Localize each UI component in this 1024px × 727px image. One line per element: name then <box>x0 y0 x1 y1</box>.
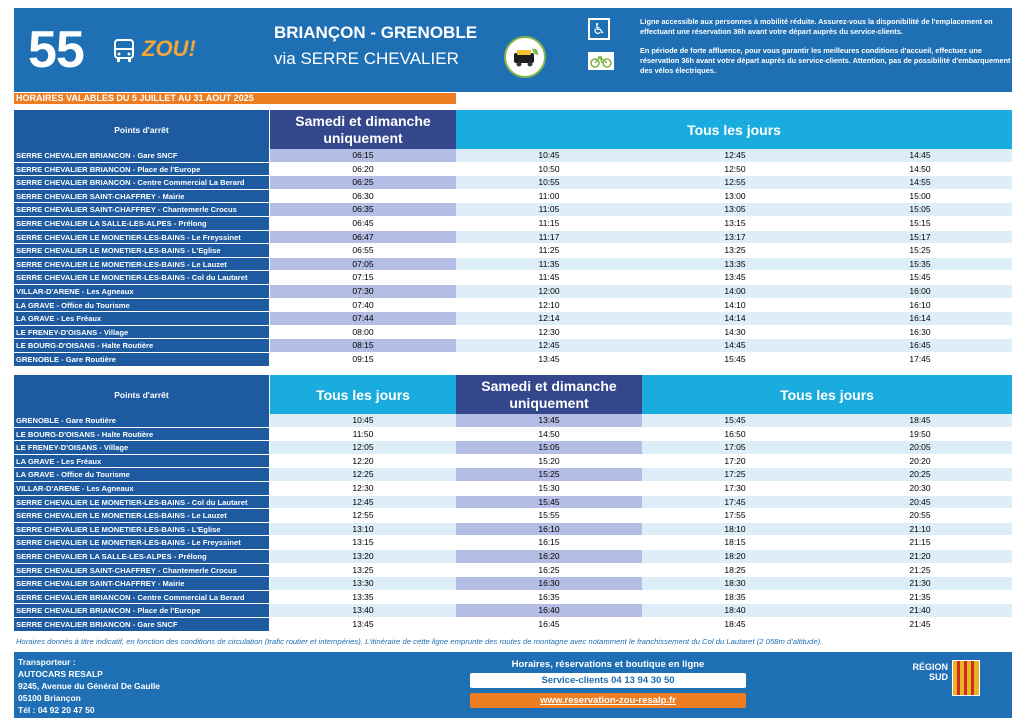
time-cell: 06:30 <box>270 190 456 204</box>
table-row <box>14 577 1012 591</box>
stop-name: SERRE CHEVALIER BRIANCON - Centre Commercial La Berard <box>14 176 269 190</box>
time-cell: 12:30 <box>270 482 456 496</box>
time-cell: 10:45 <box>270 414 456 428</box>
time-cell: 12:55 <box>270 509 456 523</box>
time-cell: 08:00 <box>270 326 456 340</box>
time-cell: 17:25 <box>642 468 828 482</box>
region-flag-icon <box>952 660 980 696</box>
time-cell: 15:45 <box>456 496 642 510</box>
table-row <box>14 244 1012 258</box>
time-cell: 14:00 <box>642 285 828 299</box>
time-cell: 13:00 <box>642 190 828 204</box>
time-cell: 14:50 <box>456 428 642 442</box>
carrier-phone: Tél : 04 92 20 47 50 <box>18 705 95 715</box>
table-row <box>14 509 1012 523</box>
time-cell: 15:00 <box>828 190 1012 204</box>
time-cell: 14:50 <box>828 163 1012 177</box>
time-cell: 11:15 <box>456 217 642 231</box>
table-row <box>14 285 1012 299</box>
time-cell: 15:55 <box>456 509 642 523</box>
table-row <box>14 163 1012 177</box>
time-cell: 12:00 <box>456 285 642 299</box>
time-cell: 20:55 <box>828 509 1012 523</box>
stop-name: GRENOBLE - Gare Routière <box>14 414 269 428</box>
time-cell: 15:30 <box>456 482 642 496</box>
time-cell: 13:15 <box>642 217 828 231</box>
stop-name: VILLAR-D'ARENE - Les Agneaux <box>14 285 269 299</box>
time-cell: 17:30 <box>642 482 828 496</box>
time-cell: 12:14 <box>456 312 642 326</box>
wheelchair-icon: ♿ <box>588 18 610 40</box>
stop-name: GRENOBLE - Gare Routière <box>14 353 269 367</box>
time-cell: 18:35 <box>642 591 828 605</box>
table-body <box>14 414 1012 632</box>
time-cell: 16:50 <box>642 428 828 442</box>
header-banner <box>14 8 1012 92</box>
time-cell: 18:30 <box>642 577 828 591</box>
carrier-name: AUTOCARS RESALP <box>18 669 103 679</box>
route-title: BRIANÇON - GRENOBLE <box>274 23 478 42</box>
time-cell: 12:20 <box>270 455 456 469</box>
carrier-address: 9245, Avenue du Général De Gaulle <box>18 681 161 691</box>
time-cell: 20:30 <box>828 482 1012 496</box>
stop-name: SERRE CHEVALIER SAINT-CHAFFREY - Mairie <box>14 190 269 204</box>
time-cell: 15:35 <box>828 258 1012 272</box>
table-row <box>14 299 1012 313</box>
bicycle-icon <box>588 52 614 70</box>
time-cell: 10:45 <box>456 149 642 163</box>
time-cell: 06:55 <box>270 244 456 258</box>
time-cell: 16:25 <box>456 564 642 578</box>
time-cell: 21:10 <box>828 523 1012 537</box>
time-cell: 13:25 <box>270 564 456 578</box>
stop-name: LE FRENEY-D'OISANS - Village <box>14 326 269 340</box>
time-cell: 16:15 <box>456 536 642 550</box>
region-logo-text <box>894 662 948 682</box>
region-logo-line1: RÉGION <box>912 662 948 672</box>
table-row <box>14 564 1012 578</box>
time-cell: 11:25 <box>456 244 642 258</box>
time-cell: 07:30 <box>270 285 456 299</box>
time-cell: 14:45 <box>828 149 1012 163</box>
time-cell: 17:45 <box>642 496 828 510</box>
time-cell: 13:35 <box>270 591 456 605</box>
table-body <box>14 149 1012 367</box>
table-row <box>14 190 1012 204</box>
time-cell: 17:20 <box>642 455 828 469</box>
time-cell: 16:45 <box>456 618 642 632</box>
time-cell: 14:55 <box>828 176 1012 190</box>
table-row <box>14 231 1012 245</box>
time-cell: 13:35 <box>642 258 828 272</box>
time-cell: 20:05 <box>828 441 1012 455</box>
table-row <box>14 176 1012 190</box>
stop-name: SERRE CHEVALIER LE MONETIER-LES-BAINS - Le Lauzet <box>14 258 269 272</box>
table-row <box>14 271 1012 285</box>
time-cell: 14:14 <box>642 312 828 326</box>
time-cell: 11:45 <box>456 271 642 285</box>
time-cell: 11:35 <box>456 258 642 272</box>
time-cell: 17:05 <box>642 441 828 455</box>
stops-column-header: Points d'arrêt <box>14 110 269 149</box>
region-sud-logo <box>894 658 990 708</box>
time-cell: 16:00 <box>828 285 1012 299</box>
time-cell: 18:45 <box>642 618 828 632</box>
table-row <box>14 217 1012 231</box>
time-cell: 07:44 <box>270 312 456 326</box>
stop-name: SERRE CHEVALIER SAINT-CHAFFREY - Mairie <box>14 577 269 591</box>
stop-name: SERRE CHEVALIER LE MONETIER-LES-BAINS - Le Freyssinet <box>14 536 269 550</box>
time-cell: 12:30 <box>456 326 642 340</box>
time-cell: 13:05 <box>642 203 828 217</box>
time-cell: 20:20 <box>828 455 1012 469</box>
stop-name: SERRE CHEVALIER LA SALLE-LES-ALPES - Prélong <box>14 217 269 231</box>
daily-column-header: Tous les jours <box>456 110 1012 149</box>
time-cell: 11:17 <box>456 231 642 245</box>
table-row <box>14 258 1012 272</box>
time-cell: 14:30 <box>642 326 828 340</box>
time-cell: 12:45 <box>270 496 456 510</box>
time-cell: 15:45 <box>828 271 1012 285</box>
time-cell: 16:10 <box>456 523 642 537</box>
stop-name: SERRE CHEVALIER LE MONETIER-LES-BAINS - L'Eglise <box>14 523 269 537</box>
time-cell: 12:55 <box>642 176 828 190</box>
stop-name: SERRE CHEVALIER LE MONETIER-LES-BAINS - Col du Lautaret <box>14 271 269 285</box>
eco-badge-icon <box>504 36 546 78</box>
time-cell: 21:25 <box>828 564 1012 578</box>
stop-name: SERRE CHEVALIER BRIANCON - Gare SNCF <box>14 149 269 163</box>
table-header <box>14 110 1012 149</box>
time-cell: 13:15 <box>270 536 456 550</box>
time-cell: 12:50 <box>642 163 828 177</box>
time-cell: 13:20 <box>270 550 456 564</box>
time-cell: 15:15 <box>828 217 1012 231</box>
stop-name: SERRE CHEVALIER BRIANCON - Place de l'Europe <box>14 163 269 177</box>
time-cell: 13:30 <box>270 577 456 591</box>
time-cell: 18:25 <box>642 564 828 578</box>
time-cell: 12:05 <box>270 441 456 455</box>
stop-name: SERRE CHEVALIER SAINT-CHAFFREY - Chantemerle Crocus <box>14 564 269 578</box>
zou-logo-text: ZOU! <box>142 36 196 61</box>
daily-column-header: Tous les jours <box>642 375 1012 414</box>
table-row <box>14 536 1012 550</box>
table-row <box>14 441 1012 455</box>
time-cell: 09:15 <box>270 353 456 367</box>
line-number: 55 <box>28 21 84 79</box>
stop-name: SERRE CHEVALIER LE MONETIER-LES-BAINS - Le Lauzet <box>14 509 269 523</box>
table-row <box>14 312 1012 326</box>
time-cell: 12:10 <box>456 299 642 313</box>
time-cell: 12:45 <box>642 149 828 163</box>
time-cell: 16:35 <box>456 591 642 605</box>
table-row <box>14 496 1012 510</box>
time-cell: 21:35 <box>828 591 1012 605</box>
time-cell: 16:10 <box>828 299 1012 313</box>
time-cell: 21:40 <box>828 604 1012 618</box>
time-cell: 21:20 <box>828 550 1012 564</box>
time-cell: 16:40 <box>456 604 642 618</box>
stop-name: LE BOURG-D'OISANS - Halte Routière <box>14 339 269 353</box>
table-row <box>14 428 1012 442</box>
table-row <box>14 455 1012 469</box>
footer <box>14 652 1012 718</box>
table-row <box>14 618 1012 632</box>
stop-name: SERRE CHEVALIER BRIANCON - Gare SNCF <box>14 618 269 632</box>
stop-name: SERRE CHEVALIER SAINT-CHAFFREY - Chantemerle Crocus <box>14 203 269 217</box>
time-cell: 11:50 <box>270 428 456 442</box>
stop-name: VILLAR-D'ARENE - Les Agneaux <box>14 482 269 496</box>
table-row <box>14 482 1012 496</box>
stop-name: SERRE CHEVALIER LE MONETIER-LES-BAINS - L'Eglise <box>14 244 269 258</box>
time-cell: 06:47 <box>270 231 456 245</box>
stop-name: LA GRAVE - Office du Tourisme <box>14 299 269 313</box>
time-cell: 11:00 <box>456 190 642 204</box>
table-row <box>14 604 1012 618</box>
stop-name: LA GRAVE - Office du Tourisme <box>14 468 269 482</box>
time-cell: 15:17 <box>828 231 1012 245</box>
time-cell: 21:15 <box>828 536 1012 550</box>
time-cell: 15:25 <box>828 244 1012 258</box>
table-row <box>14 339 1012 353</box>
time-cell: 18:45 <box>828 414 1012 428</box>
time-cell: 13:45 <box>456 353 642 367</box>
stop-name: SERRE CHEVALIER LE MONETIER-LES-BAINS - Le Freyssinet <box>14 231 269 245</box>
time-cell: 14:45 <box>642 339 828 353</box>
time-cell: 14:10 <box>642 299 828 313</box>
carrier-city: 05100 Briançon <box>18 693 81 703</box>
bus-icon <box>112 38 136 64</box>
timetable-outbound <box>14 110 1012 367</box>
validity-banner: HORAIRES VALABLES DU 5 JUILLET AU 31 AOUT 2025 <box>14 93 456 104</box>
time-cell: 15:45 <box>642 414 828 428</box>
carrier-info <box>18 656 160 716</box>
time-cell: 07:05 <box>270 258 456 272</box>
daily-column-header: Tous les jours <box>270 375 456 414</box>
time-cell: 06:35 <box>270 203 456 217</box>
time-cell: 13:45 <box>642 271 828 285</box>
weekend-column-header: Samedi et dimanche uniquement <box>456 375 642 414</box>
stop-name: LA GRAVE - Les Fréaux <box>14 455 269 469</box>
time-cell: 19:50 <box>828 428 1012 442</box>
time-cell: 10:55 <box>456 176 642 190</box>
time-cell: 06:15 <box>270 149 456 163</box>
website-link[interactable]: www.reservation-zou-resalp.fr <box>470 693 746 708</box>
contact-title: Horaires, réservations et boutique en ligne <box>511 659 705 670</box>
accessibility-notes <box>640 17 1020 76</box>
time-cell: 16:30 <box>456 577 642 591</box>
time-cell: 18:10 <box>642 523 828 537</box>
time-cell: 13:45 <box>456 414 642 428</box>
table-row <box>14 149 1012 163</box>
time-cell: 10:50 <box>456 163 642 177</box>
time-cell: 15:20 <box>456 455 642 469</box>
time-cell: 15:05 <box>828 203 1012 217</box>
table-row <box>14 550 1012 564</box>
table-row <box>14 203 1012 217</box>
time-cell: 17:55 <box>642 509 828 523</box>
weekend-column-header: Samedi et dimanche uniquement <box>270 110 456 149</box>
timetable-return <box>14 375 1012 632</box>
time-cell: 06:45 <box>270 217 456 231</box>
table-row <box>14 468 1012 482</box>
stops-column-header: Points d'arrêt <box>14 375 269 414</box>
busy-period-note: En période de forte affluence, pour vous garantir les meilleures conditions d'accueil, effectuez une réservation 36h avant votre départ auprès du service-clients. Attention, pas de possibilité d'embarquement des vélos électriques. <box>640 46 1011 75</box>
stop-name: SERRE CHEVALIER BRIANCON - Centre Commercial La Berard <box>14 591 269 605</box>
stop-name: SERRE CHEVALIER BRIANCON - Place de l'Europe <box>14 604 269 618</box>
accessibility-note: Ligne accessible aux personnes à mobilité réduite. Assurez-vous la disponibilité de l'emplacement en effectuant une réservation 36h avant votre départ auprès du service-clients. <box>640 17 993 36</box>
stop-name: LA GRAVE - Les Fréaux <box>14 312 269 326</box>
zou-logo <box>142 36 196 62</box>
time-cell: 21:45 <box>828 618 1012 632</box>
time-cell: 16:20 <box>456 550 642 564</box>
table-row <box>14 353 1012 367</box>
time-cell: 07:15 <box>270 271 456 285</box>
stop-name: LE FRENEY-D'OISANS - Village <box>14 441 269 455</box>
time-cell: 21:30 <box>828 577 1012 591</box>
table-row <box>14 591 1012 605</box>
time-cell: 16:30 <box>828 326 1012 340</box>
time-cell: 20:45 <box>828 496 1012 510</box>
time-cell: 13:40 <box>270 604 456 618</box>
time-cell: 12:25 <box>270 468 456 482</box>
time-cell: 06:20 <box>270 163 456 177</box>
time-cell: 18:15 <box>642 536 828 550</box>
carrier-label: Transporteur : <box>18 657 76 667</box>
time-cell: 18:20 <box>642 550 828 564</box>
time-cell: 08:15 <box>270 339 456 353</box>
stop-name: SERRE CHEVALIER LA SALLE-LES-ALPES - Prélong <box>14 550 269 564</box>
time-cell: 17:45 <box>828 353 1012 367</box>
region-logo-line2: SUD <box>928 672 948 682</box>
time-cell: 15:05 <box>456 441 642 455</box>
time-cell: 12:45 <box>456 339 642 353</box>
time-cell: 11:05 <box>456 203 642 217</box>
time-cell: 16:45 <box>828 339 1012 353</box>
table-header <box>14 375 1012 414</box>
service-phone[interactable]: Service-clients 04 13 94 30 50 <box>470 673 746 688</box>
time-cell: 13:17 <box>642 231 828 245</box>
time-cell: 16:14 <box>828 312 1012 326</box>
table-row <box>14 523 1012 537</box>
stop-name: SERRE CHEVALIER LE MONETIER-LES-BAINS - Col du Lautaret <box>14 496 269 510</box>
time-cell: 06:25 <box>270 176 456 190</box>
table-row <box>14 326 1012 340</box>
time-cell: 18:40 <box>642 604 828 618</box>
stop-name: LE BOURG-D'OISANS - Halte Routière <box>14 428 269 442</box>
footnote: Horaires donnés à titre indicatif, en fonction des conditions de circulation (trafic routier et intempéries). L'itinéraire de cette ligne emprunte des routes de montagne avec notamment le franchissement du Col du Lautaret (2 058m d'altitude). <box>16 637 823 646</box>
time-cell: 13:25 <box>642 244 828 258</box>
time-cell: 07:40 <box>270 299 456 313</box>
time-cell: 13:10 <box>270 523 456 537</box>
time-cell: 15:25 <box>456 468 642 482</box>
time-cell: 15:45 <box>642 353 828 367</box>
table-row <box>14 414 1012 428</box>
route-subtitle: via SERRE CHEVALIER <box>274 49 459 68</box>
time-cell: 20:25 <box>828 468 1012 482</box>
time-cell: 13:45 <box>270 618 456 632</box>
